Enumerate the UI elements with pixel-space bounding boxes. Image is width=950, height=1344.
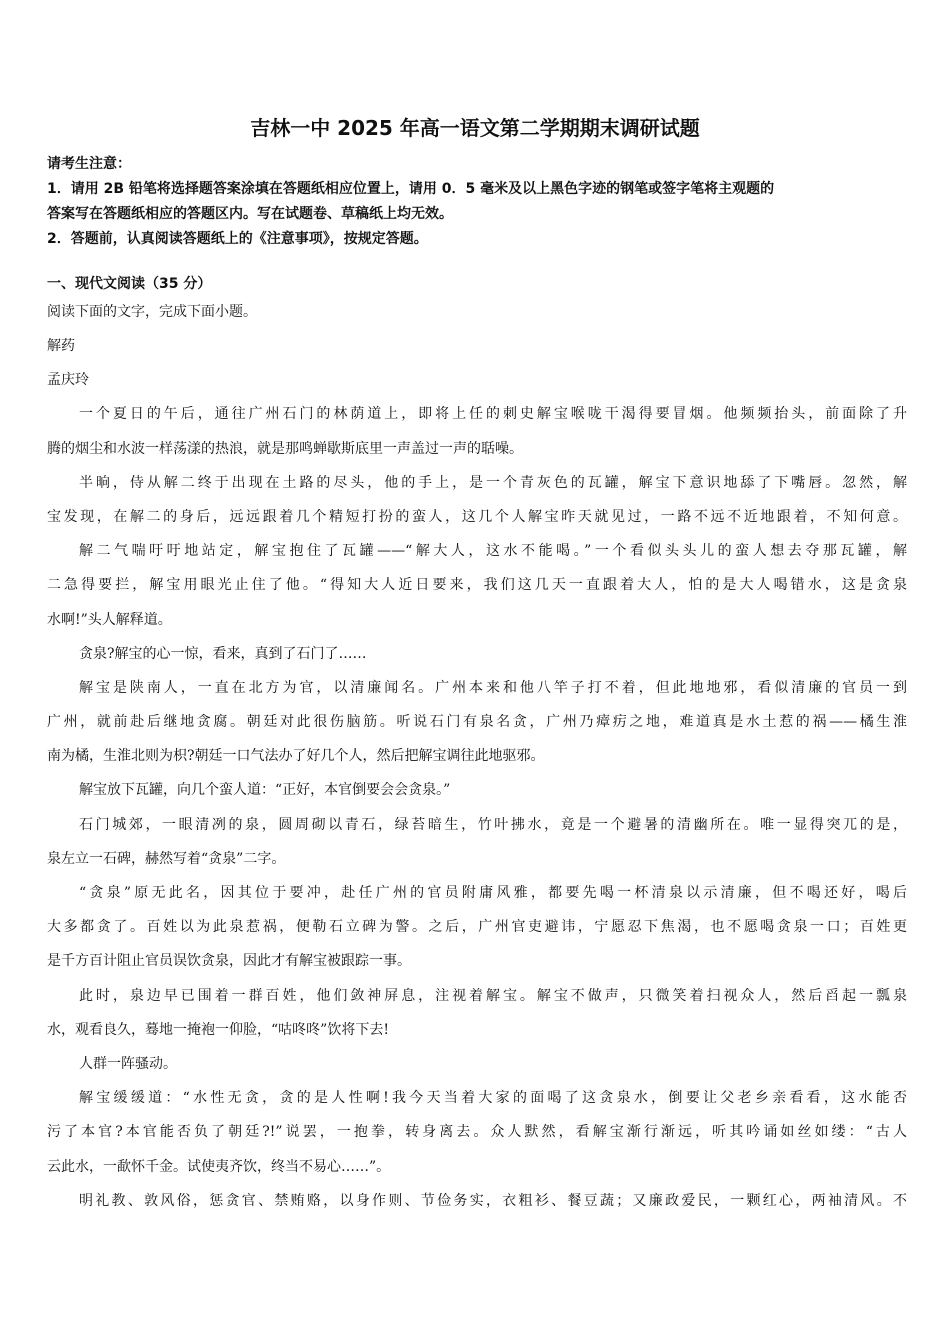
passage-line: 解宝缓缓道：“水性无贪，贪的是人性啊!我今天当着大家的面喝了这贪泉水，倒要让父老乡亲看看，这水能否 [79,1090,907,1107]
exam-title: 吉林一中 2025 年高一语文第二学期期末调研试题 [250,116,700,140]
candidate-notice [47,152,907,252]
notice-item-1-line-2: 答案写在答题纸相应的答题区内。写在试题卷、草稿纸上均无效。 [47,206,453,222]
passage-line: 此时，泉边早已围着一群百姓，他们敛神屏息，注视着解宝。解宝不做声，只微笑着扫视众人，然后舀起一瓢泉 [79,987,907,1004]
article-author: 孟庆玲 [47,372,89,389]
passage-line: 污了本官?本官能否负了朝廷?!”说罢，一抱拳，转身离去。众人默然，看解宝渐行渐远，听其吟诵如丝如缕：“古人 [47,1124,907,1141]
passage-line: 解宝放下瓦罐，向几个蛮人道：“正好，本官倒要会会贪泉。” [79,782,451,799]
reading-passage [47,300,907,1223]
passage-line: “贪泉”原无此名，因其位于要冲，赴任广州的官员附庸风雅，都要先喝一杯清泉以示清廉，但不喝还好，喝后 [79,885,907,901]
passage-line: 解二气喘吁吁地站定，解宝抱住了瓦罐——“解大人，这水不能喝。”一个看似头头儿的蛮人想去夺那瓦罐，解 [79,543,907,560]
passage-line: 腾的烟尘和水波一样荡漾的热浪，就是那鸣蝉歇斯底里一声盖过一声的聒噪。 [47,440,523,457]
passage-line: 泉左立一石碑，赫然写着“贪泉”二字。 [47,850,286,867]
notice-heading: 请考生注意： [47,156,131,172]
passage-line: 石门城郊，一眼清冽的泉，圆周砌以青石，绿苔暗生，竹叶拂水，竟是一个避暑的清幽所在。唯一显得突兀的是， [79,816,907,833]
passage-line: 二急得要拦，解宝用眼光止住了他。“得知大人近日要来，我们这几天一直跟着大人，怕的是大人喝错水，这是贪泉 [47,577,907,594]
passage-line: 半晌，侍从解二终于出现在土路的尽头，他的手上，是一个青灰色的瓦罐，解宝下意识地舔了下嘴唇。忽然，解 [79,474,907,491]
passage-line: 人群一阵骚动。 [79,1055,177,1072]
notice-item-2: 2．答题前，认真阅读答题纸上的《注意事项》，按规定答题。 [47,231,428,247]
notice-item-1-line-1: 1．请用 2B 铅笔将选择题答案涂填在答题纸相应位置上，请用 0．5 毫米及以上黑色字迹的钢笔或签字笔将主观题的 [47,181,775,197]
passage-line: 广州，就前赴后继地贪腐。朝廷对此很伤脑筋。听说石门有泉名贪，广州乃瘴疠之地，难道真是水土惹的祸——橘生淮 [47,714,907,731]
passage-line: 南为橘，生淮北则为枳?朝廷一口气法办了好几个人，然后把解宝调往此地驱邪。 [47,748,545,765]
passage-line: 水啊!”头人解释道。 [47,611,172,628]
passage-line: 贪泉?解宝的心一惊，看来，真到了石门了…… [79,645,367,662]
passage-line: 云此水，一歃怀千金。试使夷齐饮，终当不易心……”。 [47,1158,391,1175]
passage-line: 水，观看良久，蓦地一掩袍一仰脸，“咕咚咚”饮将下去! [47,1021,389,1038]
passage-line: 宝发现，在解二的身后，远远跟着几个精短打扮的蛮人，这几个人解宝昨天就见过，一路不远不近地跟着，不知何意。 [47,508,907,525]
article-title: 解药 [47,338,75,354]
passage-line: 明礼教、敦风俗，惩贪官、禁贿赂，以身作则、节俭务实，衣粗衫、餐豆蔬；又廉政爱民，一颗红心，两袖清风。不 [79,1192,907,1209]
passage-line: 解宝是陕南人，一直在北方为官，以清廉闻名。广州本来和他八竿子打不着，但此地地邪，看似清廉的官员一到 [79,679,907,696]
passage-line: 是千方百计阻止官员误饮贪泉，因此才有解宝被跟踪一事。 [47,953,411,970]
section-heading: 一、现代文阅读（35 分） [47,276,212,292]
passage-line: 一个夏日的午后，通往广州石门的林荫道上，即将上任的刺史解宝喉咙干渴得要冒烟。他频频抬头，前面除了升 [79,406,907,423]
passage-line: 大多都贪了。百姓以为此泉惹祸，便勒石立碑为警。之后，广州官吏避讳，宁愿忍下焦渴，也不愿喝贪泉一口；百姓更 [47,919,907,936]
reading-instruction: 阅读下面的文字，完成下面小题。 [47,304,257,320]
